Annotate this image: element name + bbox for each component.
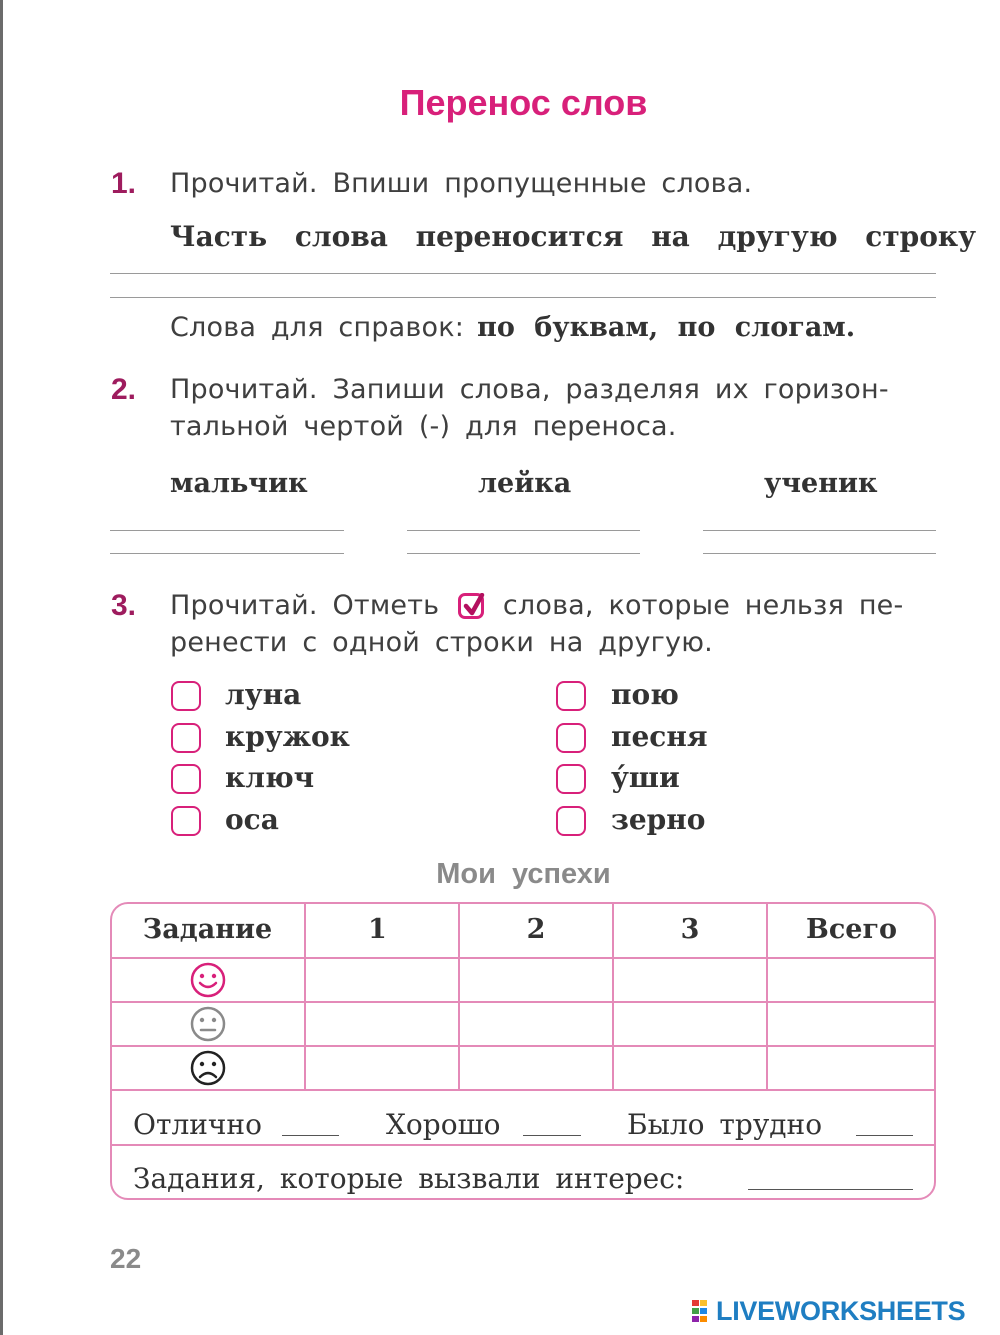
- option-ushi: у́ши: [611, 761, 680, 794]
- task3-number: 3.: [111, 589, 137, 622]
- table-divider: [111, 1089, 935, 1091]
- header-total: Всего: [806, 914, 897, 945]
- option-checkbox[interactable]: [171, 723, 201, 753]
- page-edge: [0, 0, 3, 1335]
- table-cell[interactable]: [614, 959, 766, 1001]
- answer-line[interactable]: [110, 297, 936, 298]
- task1-sentence: [170, 220, 977, 253]
- task3-instruction-line2: ренести с одной строки на другую.: [170, 627, 713, 658]
- liveworksheets-logo-icon: [692, 1300, 718, 1322]
- task1-sentence-text: Часть слова переносится на другую строку: [170, 220, 977, 253]
- task1-hint: [170, 312, 855, 343]
- answer-line[interactable]: [407, 530, 640, 531]
- option-checkbox[interactable]: [556, 806, 586, 836]
- header-1: 1: [368, 914, 387, 945]
- task3-instruction-line1: [170, 590, 903, 621]
- option-checkbox[interactable]: [556, 681, 586, 711]
- header-task: Задание: [142, 914, 273, 945]
- option-luna: луна: [225, 678, 302, 711]
- hint-words: по буквам, по слогам.: [477, 312, 856, 343]
- option-osa: оса: [225, 803, 279, 836]
- hint-label: Слова для справок:: [170, 312, 465, 343]
- answer-line[interactable]: [110, 553, 344, 554]
- option-checkbox[interactable]: [171, 764, 201, 794]
- smile-icon: [189, 961, 227, 999]
- task2-number: 2.: [111, 373, 137, 406]
- interest-label: Задания, которые вызвали интерес:: [133, 1162, 685, 1195]
- task2-instruction-line1: Прочитай. Запиши слова, разделяя их горизон-: [170, 374, 889, 405]
- answer-line[interactable]: [110, 273, 936, 274]
- header-2: 2: [526, 914, 546, 945]
- option-pesnya: песня: [611, 720, 708, 753]
- word-malchik: мальчик: [170, 468, 308, 499]
- word-uchenik: ученик: [764, 468, 878, 499]
- watermark-text: LIVEWORKSHEETS: [716, 1296, 966, 1326]
- option-checkbox[interactable]: [171, 681, 201, 711]
- task2-instruction-line2: тальной чертой (-) для переноса.: [170, 411, 677, 442]
- success-title: Мои успехи: [436, 858, 611, 890]
- word-leika: лейка: [478, 468, 572, 499]
- grade-good: Хорошо: [386, 1108, 501, 1141]
- answer-line[interactable]: [703, 553, 936, 554]
- task1-instruction: Прочитай. Впиши пропущенные слова.: [170, 168, 753, 199]
- answer-blank[interactable]: [748, 1189, 913, 1190]
- table-divider: [111, 1001, 935, 1003]
- option-kruzhok: кружок: [225, 720, 350, 753]
- task3-instruction-part1: Прочитай. Отметь: [170, 590, 440, 621]
- table-cell[interactable]: [768, 959, 934, 1001]
- table-cell[interactable]: [306, 959, 458, 1001]
- header-3: 3: [680, 914, 700, 945]
- option-checkbox[interactable]: [556, 723, 586, 753]
- neutral-face-icon: [189, 1005, 227, 1043]
- sad-face-icon: [189, 1049, 227, 1087]
- option-klyuch: ключ: [225, 761, 315, 794]
- grade-difficult: Было трудно: [627, 1108, 823, 1141]
- success-table: [110, 902, 936, 1200]
- answer-line[interactable]: [110, 530, 344, 531]
- option-checkbox[interactable]: [556, 764, 586, 794]
- answer-blank[interactable]: [856, 1135, 913, 1136]
- grade-excellent: Отлично: [133, 1108, 262, 1141]
- table-cell[interactable]: [460, 959, 612, 1001]
- option-zerno: зерно: [611, 803, 706, 836]
- table-divider: [111, 1144, 935, 1146]
- table-divider: [111, 1045, 935, 1047]
- answer-line[interactable]: [703, 530, 936, 531]
- option-checkbox[interactable]: [171, 806, 201, 836]
- answer-blank[interactable]: [523, 1135, 581, 1136]
- task3-instruction-part2: слова, которые нельзя пе-: [502, 590, 904, 621]
- task1-number: 1.: [111, 167, 137, 200]
- answer-line[interactable]: [407, 553, 640, 554]
- checkmark-icon: [458, 593, 484, 619]
- option-poyu: пою: [611, 678, 679, 711]
- page-title: Перенос слов: [399, 82, 648, 123]
- page-number: 22: [110, 1243, 142, 1274]
- answer-blank[interactable]: [282, 1135, 339, 1136]
